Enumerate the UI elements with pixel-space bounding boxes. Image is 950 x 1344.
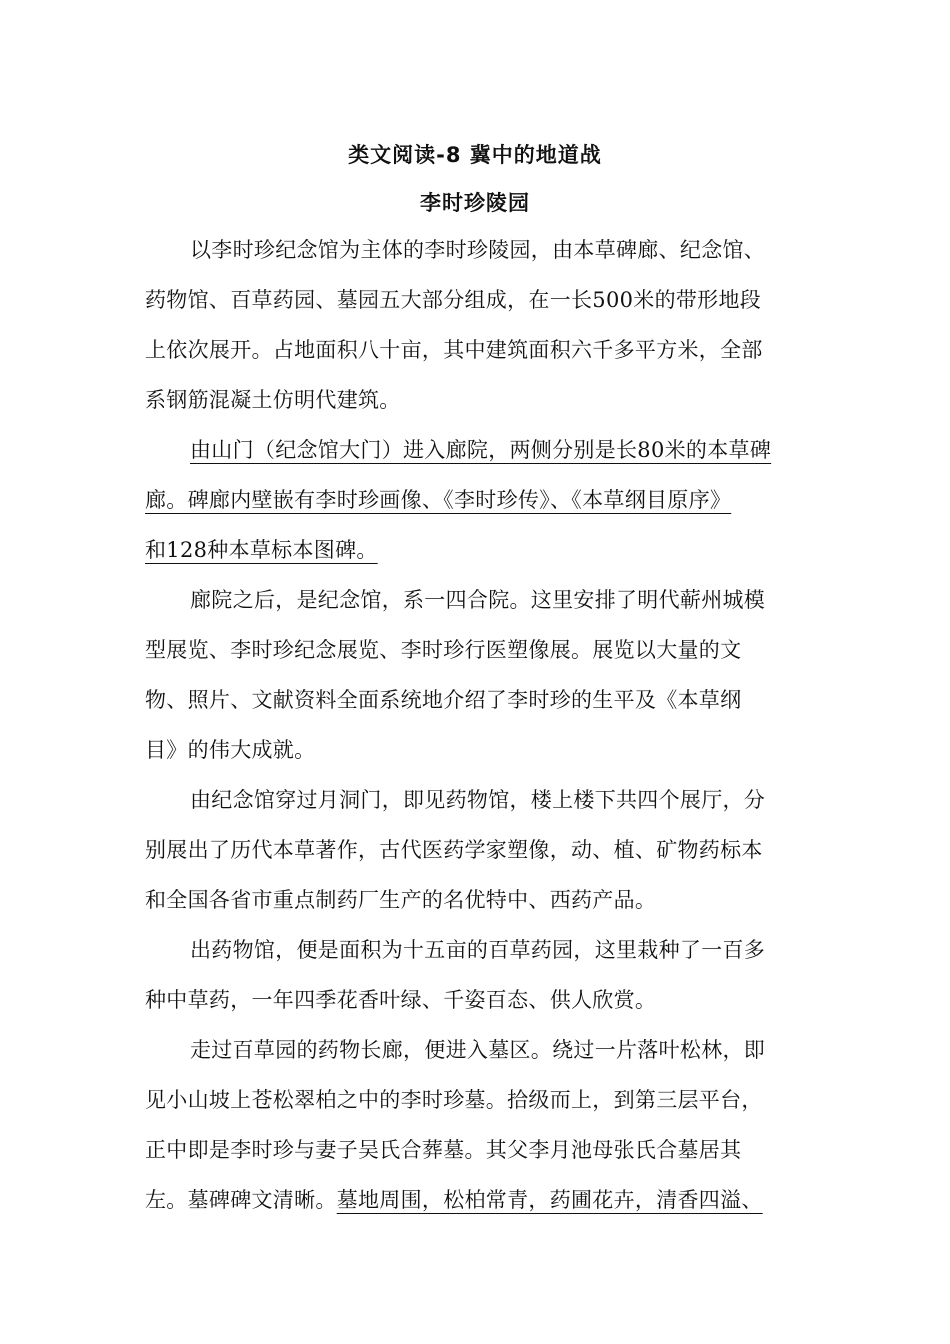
paragraph-4-line-3: 和全国各省市重点制药厂生产的名优特中、西药产品。 — [145, 888, 657, 912]
paragraph-4-line-1: 由纪念馆穿过月洞门，即见药物馆，楼上楼下共四个展厅，分 — [190, 788, 766, 812]
paragraph-2-line-2 — [145, 485, 805, 515]
underlined-text: 廊。碑廊内壁嵌有李时珍画像、《李时珍传》、《本草纲目原序》 — [145, 488, 732, 512]
plain-text: 左。墓碑碑文清晰。 — [145, 1188, 337, 1212]
paragraph-6-line-3: 正中即是李时珍与妻子吴氏合葬墓。其父李月池母张氏合墓居其 — [145, 1138, 742, 1162]
paragraph-3-line-1: 廊院之后，是纪念馆，系一四合院。这里安排了明代蕲州城模 — [190, 588, 766, 612]
paragraph-1-line-1: 以李时珍纪念馆为主体的李时珍陵园，由本草碑廊、纪念馆、 — [190, 238, 766, 262]
paragraph-6-line-1: 走过百草园的药物长廊，便进入墓区。绕过一片落叶松林，即 — [190, 1038, 766, 1062]
document-title: 类文阅读-8 冀中的地道战 — [348, 143, 602, 167]
paragraph-6-line-2: 见小山坡上苍松翠柏之中的李时珍墓。拾级而上，到第三层平台， — [145, 1088, 763, 1112]
underlined-text: 墓地周围，松柏常青，药圃花卉，清香四溢、 — [336, 1188, 763, 1212]
paragraph-3-line-3: 物、照片、文献资料全面系统地介绍了李时珍的生平及《本草纲 — [145, 688, 742, 712]
paragraph-1-line-2: 药物馆、百草药园、墓园五大部分组成，在一长500米的带形地段 — [145, 288, 762, 312]
paragraph-5-line-2: 种中草药，一年四季花香叶绿、千姿百态、供人欣赏。 — [145, 988, 657, 1012]
paragraph-4-line-2: 别展出了历代本草著作，古代医药学家塑像，动、植、矿物药标本 — [145, 838, 763, 862]
paragraph-5-line-1: 出药物馆，便是面积为十五亩的百草药园，这里栽种了一百多 — [190, 938, 766, 962]
paragraph-1-line-4: 系钢筋混凝土仿明代建筑。 — [145, 388, 401, 412]
underlined-text: 和128种本草标本图碑。 — [145, 538, 378, 562]
paragraph-3-line-4: 目》的伟大成就。 — [145, 738, 316, 762]
paragraph-2-line-3 — [145, 535, 805, 565]
paragraph-3-line-2: 型展览、李时珍纪念展览、李时珍行医塑像展。展览以大量的文 — [145, 638, 742, 662]
underlined-text: 由山门（纪念馆大门）进入廊院，两侧分别是长80米的本草碑 — [190, 438, 772, 462]
paragraph-6-line-4 — [145, 1185, 805, 1215]
article-title: 李时珍陵园 — [420, 191, 530, 215]
paragraph-1-line-3: 上依次展开。占地面积八十亩，其中建筑面积六千多平方米，全部 — [145, 338, 763, 362]
paragraph-2-line-1 — [145, 435, 850, 465]
